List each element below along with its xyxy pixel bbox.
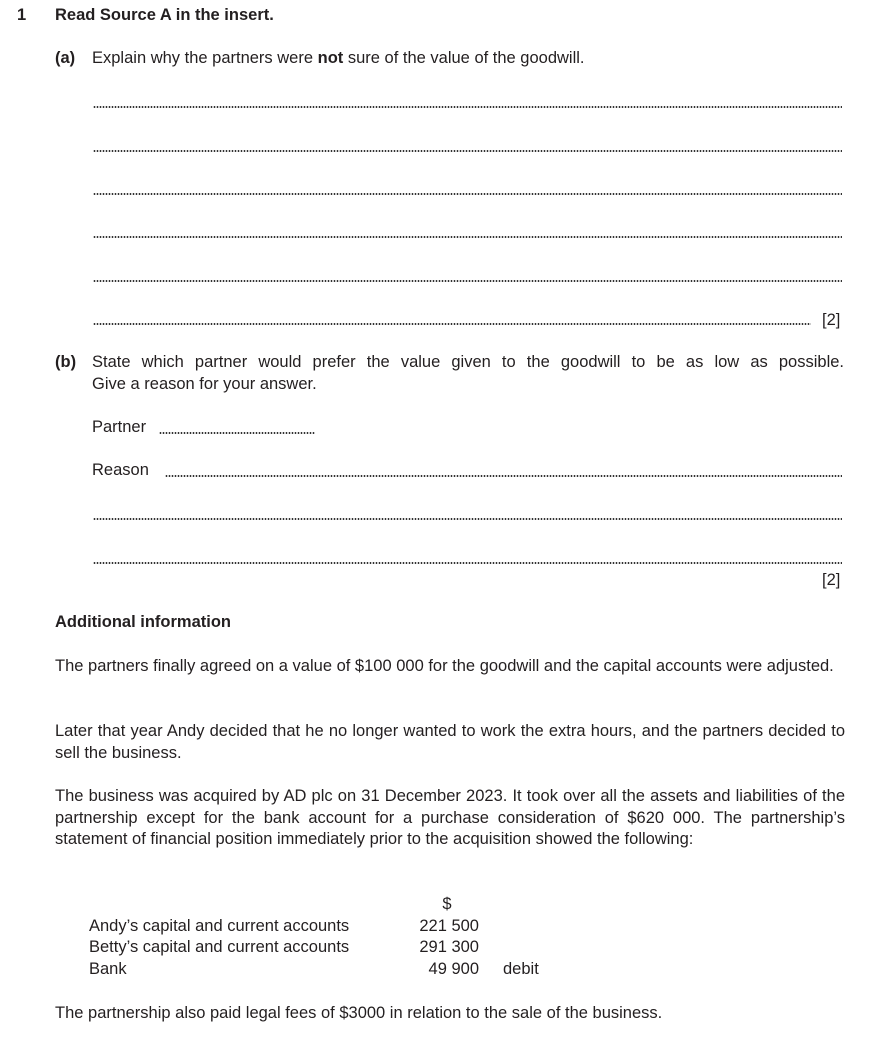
part-a-prompt <box>92 49 585 68</box>
table-row <box>89 916 539 938</box>
paragraph-legal-fees: The partnership also paid legal fees of $3000 in relation to the sale of the business. <box>55 1004 663 1022</box>
table-header-row <box>89 894 539 916</box>
partner-answer-line[interactable] <box>159 432 315 434</box>
row-label: Bank <box>89 959 127 978</box>
part-b-label: (b) <box>55 353 77 371</box>
answer-line-a3[interactable] <box>93 193 842 195</box>
paragraph-goodwill-agreed: The partners finally agreed on a value of $100 000 for the goodwill and the capital accounts were adjusted. <box>55 657 834 675</box>
part-a-prompt-post: sure of the value of the goodwill. <box>343 49 585 67</box>
paragraph-acquisition: The business was acquired by AD plc on 31 December 2023. It took over all the assets and liabilities of the partnership except for the bank account for a purchase consideration of $620 000. The partnership’s statement of financial position immediately prior to the acquisition showed the following: <box>55 787 845 848</box>
part-a-prompt-bold: not <box>317 49 344 67</box>
row-label: Andy’s capital and current accounts <box>89 916 350 935</box>
reason-answer-line-2[interactable] <box>93 518 842 520</box>
row-label: Betty’s capital and current accounts <box>89 938 350 956</box>
question-heading: Read Source A in the insert. <box>55 6 274 24</box>
question-number: 1 <box>17 6 27 24</box>
part-b-prompt-line1: State which partner would prefer the value given to the goodwill to be as low as possible. <box>92 353 844 371</box>
row-note <box>479 916 539 938</box>
answer-line-a6[interactable] <box>93 323 811 325</box>
part-a-prompt-pre: Explain why the partners were <box>92 49 318 67</box>
answer-line-a2[interactable] <box>93 150 842 152</box>
table-row <box>89 959 539 981</box>
reason-answer-line-3[interactable] <box>93 562 842 564</box>
row-amount: 49 900 <box>428 959 479 978</box>
row-note: debit <box>503 959 539 978</box>
answer-line-a4[interactable] <box>93 236 842 238</box>
part-a-marks: [2] <box>822 311 841 329</box>
table-row <box>89 937 539 959</box>
part-b-prompt-line2: Give a reason for your answer. <box>92 375 317 393</box>
financial-position-table <box>89 894 539 980</box>
part-a-label: (a) <box>55 49 76 67</box>
currency-header: $ <box>442 895 452 913</box>
reason-answer-line-1[interactable] <box>165 475 842 477</box>
answer-line-a5[interactable] <box>93 280 842 282</box>
partner-label: Partner <box>92 418 147 436</box>
paragraph-sell-business: Later that year Andy decided that he no longer wanted to work the extra hours, and the partners decided to sell the business. <box>55 722 845 762</box>
part-b-marks: [2] <box>822 571 841 589</box>
additional-info-heading: Additional information <box>55 613 231 631</box>
row-note <box>479 937 539 959</box>
reason-label: Reason <box>92 461 149 479</box>
row-amount: 221 500 <box>419 916 479 935</box>
row-amount: 291 300 <box>419 938 479 956</box>
answer-line-a1[interactable] <box>93 106 842 108</box>
